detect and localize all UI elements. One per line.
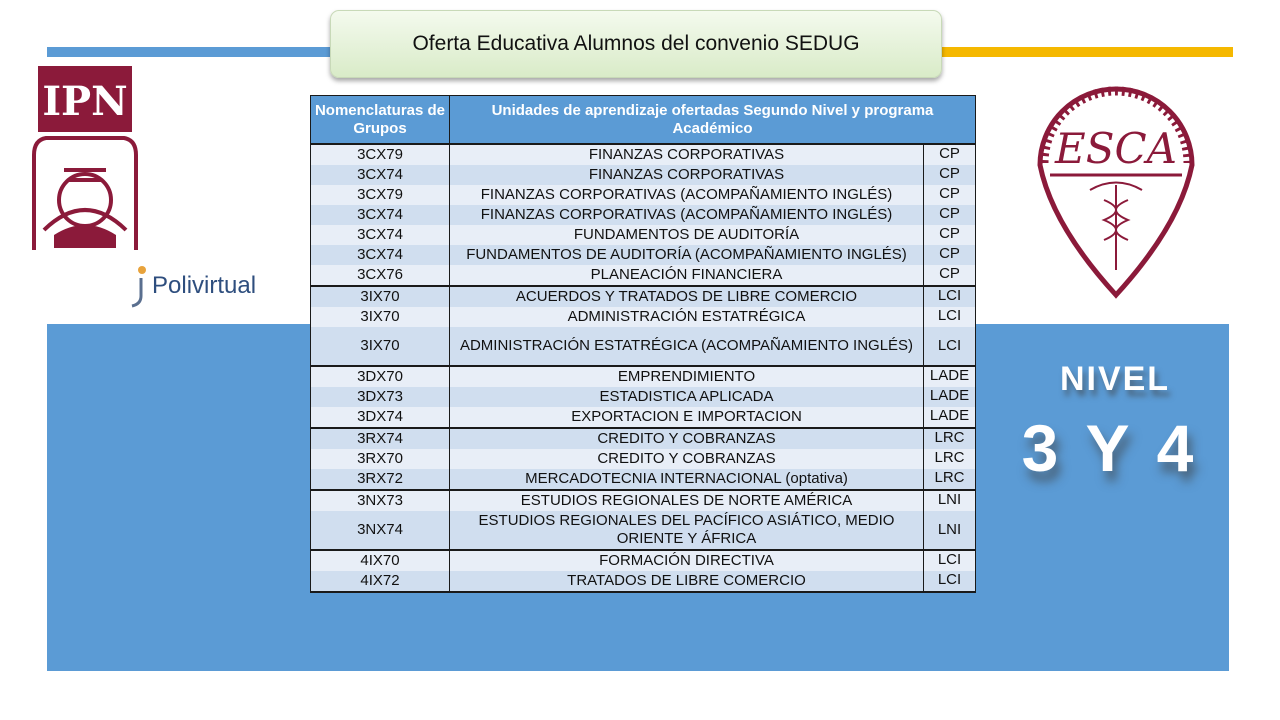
level-numbers: 3 Y 4: [1021, 411, 1199, 485]
polivirtual-mark-icon: [126, 264, 148, 308]
header-group-nomenclature: Nomenclaturas de Grupos: [311, 96, 450, 145]
group-cell: 3NX73: [311, 490, 450, 511]
unit-cell: FINANZAS CORPORATIVAS: [450, 165, 924, 185]
unit-cell: FINANZAS CORPORATIVAS (ACOMPAÑAMIENTO INGLÉS): [450, 205, 924, 225]
table-row: [311, 571, 976, 592]
program-cell: CP: [924, 245, 976, 265]
table-row: [311, 428, 976, 449]
unit-cell: FUNDAMENTOS DE AUDITORÍA (ACOMPAÑAMIENTO INGLÉS): [450, 245, 924, 265]
group-cell: 3DX73: [311, 387, 450, 407]
group-cell: 3DX70: [311, 366, 450, 387]
unit-cell: CREDITO Y COBRANZAS: [450, 428, 924, 449]
group-cell: 3NX74: [311, 511, 450, 550]
esca-logo-text: ESCA: [1055, 124, 1177, 173]
group-cell: 4IX70: [311, 550, 450, 571]
table-row: [311, 307, 976, 327]
unit-cell: PLANEACIÓN FINANCIERA: [450, 265, 924, 286]
program-cell: LADE: [924, 387, 976, 407]
table-row: [311, 407, 976, 428]
table-row: [311, 165, 976, 185]
level-label: NIVEL: [1059, 360, 1171, 398]
slide-title: Oferta Educativa Alumnos del convenio SEDUG: [412, 32, 860, 55]
unit-cell: ESTADISTICA APLICADA: [450, 387, 924, 407]
group-cell: 3IX70: [311, 307, 450, 327]
table-row: [311, 366, 976, 387]
unit-cell: CREDITO Y COBRANZAS: [450, 449, 924, 469]
unit-cell: FINANZAS CORPORATIVAS: [450, 144, 924, 165]
program-cell: LRC: [924, 449, 976, 469]
program-cell: LRC: [924, 469, 976, 490]
top-left-accent-bar: [47, 47, 347, 57]
table-row: [311, 185, 976, 205]
program-cell: LADE: [924, 407, 976, 428]
program-cell: LNI: [924, 490, 976, 511]
program-cell: LCI: [924, 571, 976, 592]
unit-cell: ACUERDOS Y TRATADOS DE LIBRE COMERCIO: [450, 286, 924, 307]
table-row: [311, 449, 976, 469]
slide-title-box: [330, 10, 942, 78]
table-row: [311, 327, 976, 366]
header-learning-units: Unidades de aprendizaje ofertadas Segundo Nivel y programa Académico: [450, 96, 976, 145]
group-cell: 3CX76: [311, 265, 450, 286]
table-row: [311, 511, 976, 550]
table-row: [311, 387, 976, 407]
group-cell: 3CX79: [311, 144, 450, 165]
group-cell: 3CX74: [311, 225, 450, 245]
group-cell: 3CX74: [311, 245, 450, 265]
unit-cell: FINANZAS CORPORATIVAS (ACOMPAÑAMIENTO INGLÉS): [450, 185, 924, 205]
group-cell: 4IX72: [311, 571, 450, 592]
unit-cell: EMPRENDIMIENTO: [450, 366, 924, 387]
program-cell: LCI: [924, 550, 976, 571]
ipn-logo-text: IPN: [42, 78, 128, 125]
polivirtual-prefix: Poli: [152, 272, 193, 299]
table-row: [311, 265, 976, 286]
group-cell: 3IX70: [311, 327, 450, 366]
group-cell: 3RX70: [311, 449, 450, 469]
unit-cell: ADMINISTRACIÓN ESTATRÉGICA: [450, 307, 924, 327]
program-cell: LADE: [924, 366, 976, 387]
group-cell: 3CX74: [311, 165, 450, 185]
program-cell: LCI: [924, 327, 976, 366]
group-cell: 3CX79: [311, 185, 450, 205]
program-cell: LRC: [924, 428, 976, 449]
program-cell: LNI: [924, 511, 976, 550]
program-cell: CP: [924, 265, 976, 286]
group-cell: 3DX74: [311, 407, 450, 428]
program-cell: LCI: [924, 307, 976, 327]
unit-cell: FUNDAMENTOS DE AUDITORÍA: [450, 225, 924, 245]
group-cell: 3CX74: [311, 205, 450, 225]
table-row: [311, 550, 976, 571]
table-row: [311, 205, 976, 225]
table-row: [311, 286, 976, 307]
polivirtual-logo: [126, 264, 256, 308]
program-cell: CP: [924, 205, 976, 225]
table-row: [311, 490, 976, 511]
ipn-logo: [24, 60, 146, 255]
top-right-accent-bar: [930, 47, 1233, 57]
table-header-row: [311, 96, 976, 145]
group-cell: 3RX72: [311, 469, 450, 490]
unit-cell: ESTUDIOS REGIONALES DEL PACÍFICO ASIÁTICO, MEDIO ORIENTE Y ÁFRICA: [450, 511, 924, 550]
unit-cell: MERCADOTECNIA INTERNACIONAL (optativa): [450, 469, 924, 490]
unit-cell: ADMINISTRACIÓN ESTATRÉGICA (ACOMPAÑAMIENTO INGLÉS): [450, 327, 924, 366]
unit-cell: TRATADOS DE LIBRE COMERCIO: [450, 571, 924, 592]
unit-cell: EXPORTACION E IMPORTACION: [450, 407, 924, 428]
unit-cell: ESTUDIOS REGIONALES DE NORTE AMÉRICA: [450, 490, 924, 511]
esca-logo: [1030, 75, 1202, 300]
table-row: [311, 225, 976, 245]
group-cell: 3IX70: [311, 286, 450, 307]
table-row: [311, 469, 976, 490]
polivirtual-suffix: virtual: [192, 272, 257, 299]
table-row: [311, 245, 976, 265]
table-row: [311, 144, 976, 165]
group-cell: 3RX74: [311, 428, 450, 449]
program-cell: LCI: [924, 286, 976, 307]
unit-cell: FORMACIÓN DIRECTIVA: [450, 550, 924, 571]
program-cell: CP: [924, 144, 976, 165]
program-cell: CP: [924, 225, 976, 245]
program-cell: CP: [924, 185, 976, 205]
course-offer-table: [310, 95, 976, 593]
program-cell: CP: [924, 165, 976, 185]
